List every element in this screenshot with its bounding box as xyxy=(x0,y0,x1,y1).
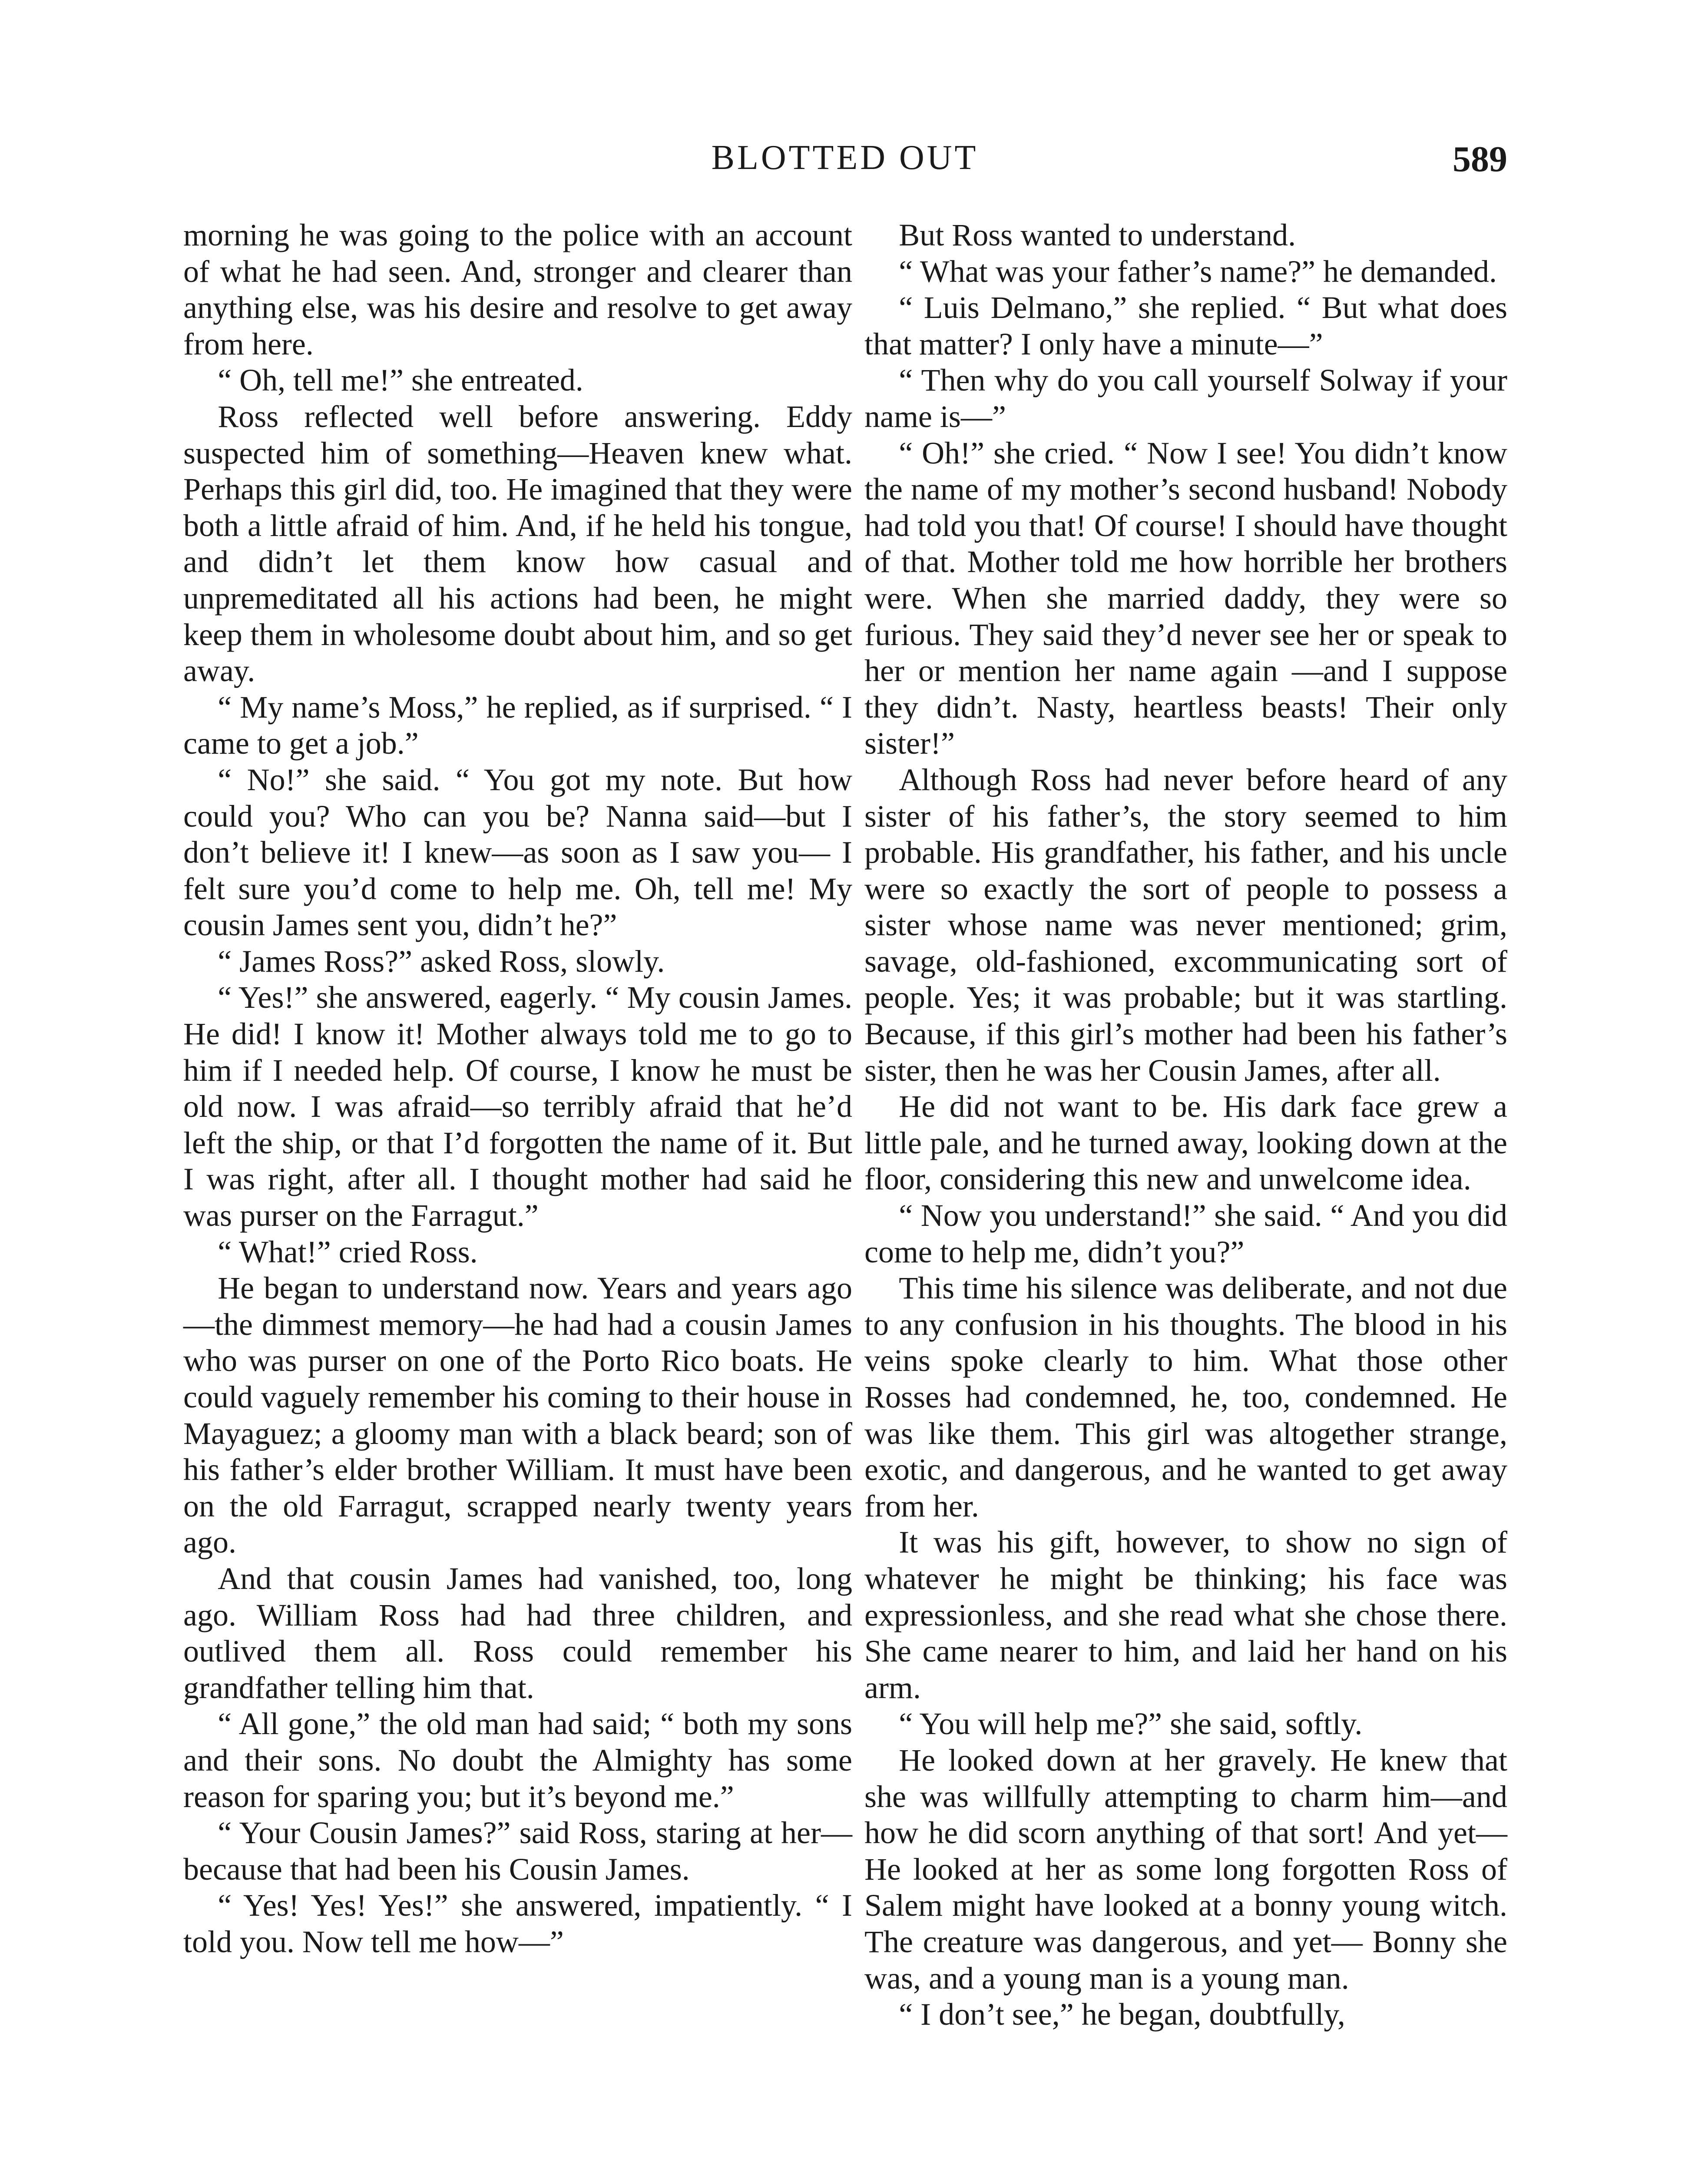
paragraph: He did not want to be. His dark face grew a little pale, and he turned away, looking down at the floor, considering this new and unwelcome idea. xyxy=(864,1089,1507,1197)
paragraph: It was his gift, however, to show no sign of whatever he might be thinking; his face was expressionless, and she read what she chose there. She came nearer to him, and laid her hand on his arm. xyxy=(864,1525,1507,1705)
paragraph: This time his silence was deliberate, and not due to any confusion in his thoughts. The blood in his veins spoke clearly to him. What those other Rosses had condemned, he, too, condemned. He was like them. This girl was altogether strange, exotic, and dangerous, and he wanted to get away from her. xyxy=(864,1271,1507,1523)
paragraph: And that cousin James had vanished, too, long ago. William Ross had had three children, and outlived them all. Ross could remember his grandfather telling him that. xyxy=(183,1561,852,1705)
paragraph: “ Your Cousin James?” said Ross, staring at her—because that had been his Cousin James. xyxy=(183,1815,852,1887)
paragraph: “ You will help me?” she said, softly. xyxy=(899,1706,1363,1742)
paragraph: “ Oh, tell me!” she entreated. xyxy=(218,363,583,398)
paragraph: “ No!” she said. “ You got my note. But how could you? Who can you be? Nanna said—but I don’t believe it! I knew—as soon as I saw you— I felt sure you’d come to help me. Oh, tell me! My cousin James sent you, didn’t he?” xyxy=(183,762,852,943)
paragraph: He looked down at her gravely. He knew that she was willfully attempting to charm him—and how he did scorn anything of that sort! And yet— He looked at her as some long forgotten Ross of Salem might have looked at a bonny young witch. The creature was dangerous, and yet— Bonny she was, and a young man is a young man. xyxy=(864,1742,1507,1996)
left-column xyxy=(183,217,852,1960)
paragraph: Although Ross had never before heard of any sister of his father’s, the story seemed to him probable. His grandfather, his father, and his uncle were so exactly the sort of people to possess a sister whose name was never mentioned; grim, savage, old-fashioned, excommunicating sort of people. Yes; it was probable; but it was startling. Because, if this girl’s mother had been his father’s sister, then he was her Cousin James, after all. xyxy=(864,762,1507,1088)
paragraph: “ Oh!” she cried. “ Now I see! You didn’t know the name of my mother’s second husband! Nobody had told you that! Of course! I should have thought of that. Mother told me how horrible her brothers were. When she married daddy, they were so furious. They said they’d never see her or speak to her or mention her name again —and I suppose they didn’t. Nasty, heartless beasts! Their only sister!” xyxy=(864,435,1507,761)
paragraph: He began to understand now. Years and years ago—the dimmest memory—he had had a cousin James who was purser on one of the Porto Rico boats. He could vaguely remember his coming to their house in Mayaguez; a gloomy man with a black beard; son of his father’s elder brother William. It must have been on the old Farragut, scrapped nearly twenty years ago. xyxy=(183,1271,852,1560)
paragraph: “ What!” cried Ross. xyxy=(218,1234,478,1269)
running-title: BLOTTED OUT xyxy=(711,139,979,177)
paragraph: morning he was going to the police with an account of what he had seen. And, stronger and clearer than anything else, was his desire and resolve to get away from here. xyxy=(183,218,852,361)
page-header xyxy=(182,138,1507,190)
paragraph: “ Yes!” she answered, eagerly. “ My cousin James. He did! I know it! Mother always told me to go to him if I needed help. Of course, I know he must be old now. I was afraid—so terribly afraid that he’d left the ship, or that I’d forgotten the name of it. But I was right, after all. I thought mother had said he was purser on the Farragut.” xyxy=(183,980,852,1233)
paragraph: “ Now you understand!” she said. “ And you did come to help me, didn’t you?” xyxy=(864,1198,1507,1269)
paragraph: “ All gone,” the old man had said; “ both my sons and their sons. No doubt the Almighty has some reason for sparing you; but it’s beyond me.” xyxy=(183,1706,852,1814)
paragraph: “ James Ross?” asked Ross, slowly. xyxy=(218,944,665,979)
paragraph: But Ross wanted to understand. xyxy=(899,218,1296,252)
right-column xyxy=(864,217,1507,2033)
paragraph: “ Yes! Yes! Yes!” she answered, impatiently. “ I told you. Now tell me how—” xyxy=(183,1888,852,1959)
page-number: 589 xyxy=(1453,139,1507,179)
paragraph: Ross reflected well before answering. Eddy suspected him of something—Heaven knew what. Perhaps this girl did, too. He imagined that they were both a little afraid of him. And, if he held his tongue, and didn’t let them know how casual and unpremeditated all his actions had been, he might keep them in wholesome doubt about him, and so get away. xyxy=(183,399,852,689)
paragraph: “ What was your father’s name?” he demanded. xyxy=(899,254,1497,289)
paragraph: “ My name’s Moss,” he replied, as if surprised. “ I came to get a job.” xyxy=(183,689,852,761)
paragraph: “ I don’t see,” he began, doubtfully, xyxy=(899,1997,1345,2032)
paragraph: “ Then why do you call yourself Solway if your name is—” xyxy=(864,363,1507,434)
paragraph: “ Luis Delmano,” she replied. “ But what does that matter? I only have a minute—” xyxy=(864,290,1507,361)
